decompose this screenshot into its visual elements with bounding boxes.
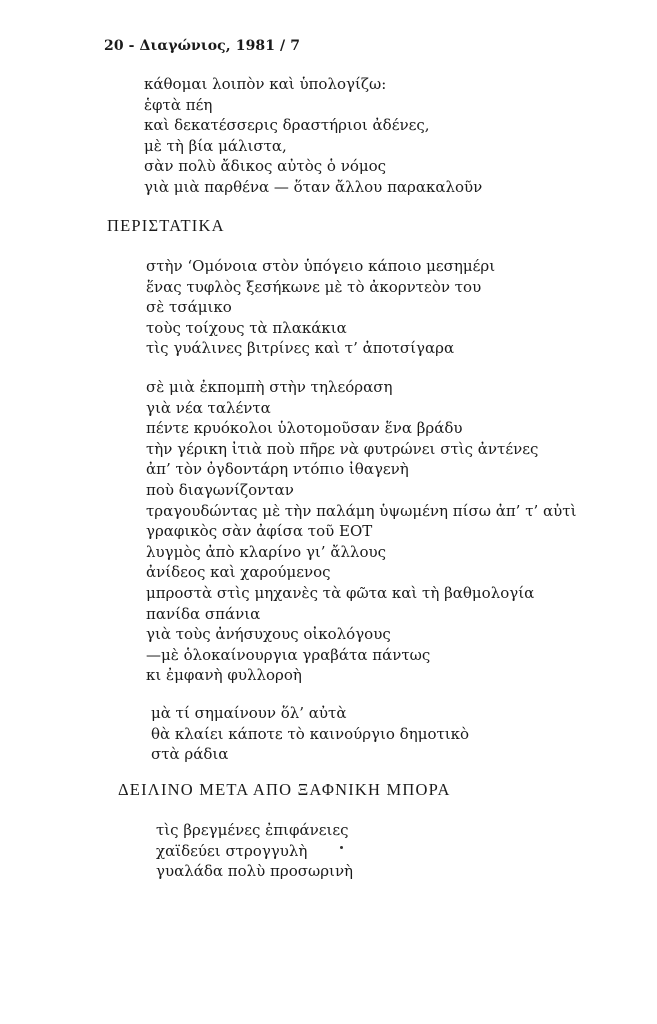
poem-line: πανίδα σπάνια [146, 604, 261, 623]
poem-line: —μὲ ὁλοκαίνουργια γραβάτα πάντως [146, 645, 431, 664]
poem-line: στὴν ‘Ομόνοια στὸν ὑπόγειο κάποιο μεσημέρι [146, 257, 496, 275]
stanza-2 [146, 256, 495, 359]
poem-line: γιὰ τοὺς ἀνήσυχους οἰκολόγους [146, 625, 391, 644]
poem-line: γυαλάδα πολὺ προσωρινὴ [156, 862, 354, 881]
poem-line: τὶς γυάλινες βιτρίνες καὶ τ’ ἀποτσίγαρα [146, 339, 455, 358]
poem-line: σὰν πολὺ ἄδικος αὐτὸς ὁ νόμος [144, 157, 387, 176]
poem-line: γιὰ μιὰ παρθένα — ὅταν ἄλλου παρακαλοῦν [144, 177, 483, 196]
poem-line: κάθομαι λοιπὸν καὶ ὑπολογίζω: [144, 75, 387, 93]
print-speck [340, 846, 343, 849]
poem-line: μὰ τί σημαίνουν ὅλ’ αὐτὰ [151, 704, 347, 722]
stanza-4 [151, 703, 469, 765]
poem-line: μὲ τὴ βία μάλιστα, [144, 136, 287, 155]
poem-line: ἀπ’ τὸν ὀγδοντάρη ντόπιο ἰθαγενὴ [146, 460, 409, 479]
stanza-5 [156, 820, 353, 882]
poem-line: θὰ κλαίει κάποτε τὸ καινούργιο δημοτικὸ [151, 724, 470, 743]
poem-line: ἑφτὰ πέη [144, 95, 213, 114]
stanza-1 [144, 74, 482, 198]
poem-line: σὲ τσάμικο [146, 298, 232, 317]
poem-line: χαϊδεύει στρογγυλὴ [156, 841, 308, 860]
poem-line: τραγουδώντας μὲ τὴν παλάμη ὑψωμένη πίσω ἀπ’ τ’ αὐτὶ [146, 501, 577, 520]
poem-line: μπροστὰ στὶς μηχανὲς τὰ φῶτα καὶ τὴ βαθμολογία [146, 583, 535, 602]
page-header: 20 - Διαγώνιος, 1981 / 7 [104, 38, 301, 54]
poem-line: ἕνας τυφλὸς ξεσήκωνε μὲ τὸ ἀκορντεὸν του [146, 277, 482, 296]
poem-line: λυγμὸς ἀπὸ κλαρίνο γι’ ἄλλους [146, 542, 387, 561]
stanza-3 [146, 377, 576, 686]
poem-line: πέντε κρυόκολοι ὑλοτομοῦσαν ἕνα βράδυ [146, 419, 463, 438]
poem-line: γιὰ νέα ταλέντα [146, 398, 271, 417]
poem-line: γραφικὸς σὰν ἀφίσα τοῦ ΕΟΤ [146, 522, 373, 541]
poem-line: κι ἐμφανὴ φυλλορoὴ [146, 666, 302, 685]
poem-line: τὶς βρεγμένες ἐπιφάνειες [156, 821, 349, 839]
section-title-peristatika: ΠΕΡΙΣΤΑΤΙΚΑ [107, 216, 225, 235]
poem-line: στὰ ράδια [151, 745, 229, 764]
poem-line: σὲ μιὰ ἐκπομπὴ στὴν τηλεόραση [146, 378, 393, 396]
poem-line: ποὺ διαγωνίζονταν [146, 480, 294, 499]
poem-line: καὶ δεκατέσσερις δραστήριοι ἀδένες, [144, 116, 430, 135]
poem-line: τὴν γέρικη ἰτιὰ ποὺ πῆρε νὰ φυτρώνει στὶς ἀντένες [146, 439, 539, 458]
section-title-deilino: ΔΕΙΛΙΝΟ ΜΕΤΑ ΑΠΟ ΞΑΦΝΙΚΗ ΜΠΟΡΑ [118, 780, 451, 799]
poem-line: ἀνίδεος καὶ χαρούμενος [146, 563, 331, 582]
poem-line: τοὺς τοίχους τὰ πλακάκια [146, 318, 347, 337]
